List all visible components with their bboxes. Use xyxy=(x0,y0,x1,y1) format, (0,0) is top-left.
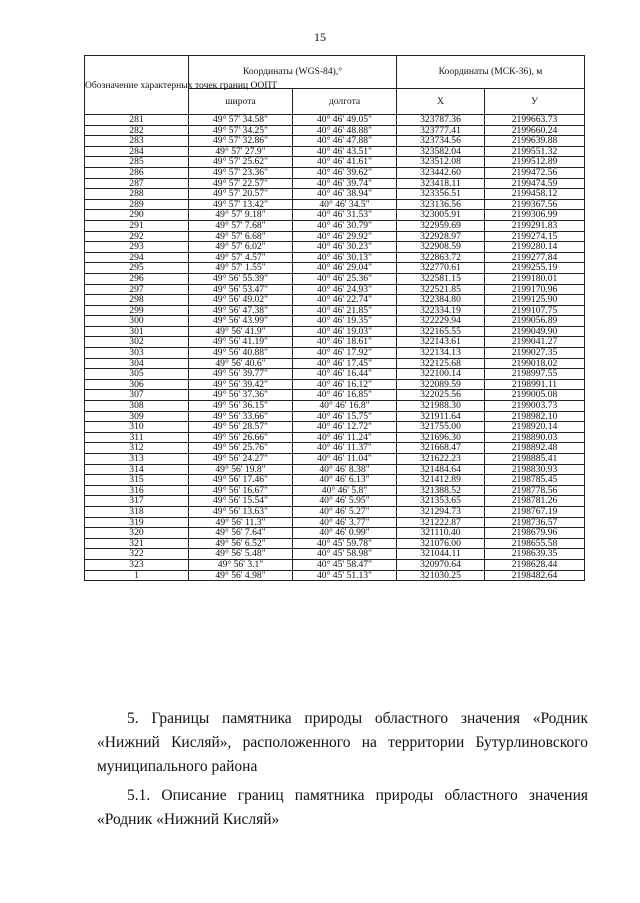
x-cell: 322134.13 xyxy=(397,348,485,359)
latitude-cell: 49° 56' 41.19" xyxy=(189,337,293,348)
longitude-cell: 40° 46' 39.62" xyxy=(293,167,397,178)
latitude-cell: 49° 57' 25.62" xyxy=(189,157,293,168)
point-number: 297 xyxy=(85,284,189,295)
y-cell: 2198991.11 xyxy=(485,379,585,390)
point-number: 304 xyxy=(85,358,189,369)
x-cell: 323418.11 xyxy=(397,178,485,189)
table-row xyxy=(85,146,585,157)
table-row xyxy=(85,189,585,200)
x-cell: 321110.40 xyxy=(397,528,485,539)
longitude-cell: 40° 46' 18.61" xyxy=(293,337,397,348)
y-cell: 2199255.19 xyxy=(485,263,585,274)
point-number: 314 xyxy=(85,464,189,475)
header-longitude: долгота xyxy=(293,88,397,114)
point-number: 281 xyxy=(85,115,189,126)
longitude-cell: 40° 46' 29.04" xyxy=(293,263,397,274)
longitude-cell: 40° 46' 34.5" xyxy=(293,199,397,210)
y-cell: 2199018.02 xyxy=(485,358,585,369)
longitude-cell: 40° 46' 41.61" xyxy=(293,157,397,168)
latitude-cell: 49° 56' 40.88" xyxy=(189,348,293,359)
table-row xyxy=(85,305,585,316)
latitude-cell: 49° 56' 5.48" xyxy=(189,549,293,560)
point-number: 313 xyxy=(85,454,189,465)
table-row xyxy=(85,411,585,422)
y-cell: 2198778.56 xyxy=(485,485,585,496)
table-row xyxy=(85,231,585,242)
latitude-cell: 49° 56' 41.9" xyxy=(189,326,293,337)
latitude-cell: 49° 56' 16.67" xyxy=(189,485,293,496)
point-number: 287 xyxy=(85,178,189,189)
latitude-cell: 49° 57' 23.36" xyxy=(189,167,293,178)
table-row xyxy=(85,157,585,168)
table-row xyxy=(85,337,585,348)
coordinates-table xyxy=(84,55,585,581)
latitude-cell: 49° 56' 36.15" xyxy=(189,401,293,412)
x-cell: 321294.73 xyxy=(397,506,485,517)
latitude-cell: 49° 56' 39.77" xyxy=(189,369,293,380)
x-cell: 323136.56 xyxy=(397,199,485,210)
point-number: 312 xyxy=(85,443,189,454)
table-row xyxy=(85,199,585,210)
longitude-cell: 40° 46' 19.35" xyxy=(293,316,397,327)
table-row xyxy=(85,528,585,539)
table-row xyxy=(85,485,585,496)
header-wgs84-group: Координаты (WGS-84),° xyxy=(189,56,397,89)
latitude-cell: 49° 56' 19.8" xyxy=(189,464,293,475)
section-5-1-line-1: 5.1. Описание границ памятника природы областного значения xyxy=(127,787,588,804)
table-row xyxy=(85,443,585,454)
point-number: 293 xyxy=(85,242,189,253)
x-cell: 322908.59 xyxy=(397,242,485,253)
x-cell: 322165.55 xyxy=(397,326,485,337)
x-cell: 321484.64 xyxy=(397,464,485,475)
latitude-cell: 49° 56' 17.46" xyxy=(189,475,293,486)
table-row xyxy=(85,263,585,274)
latitude-cell: 49° 57' 13.42" xyxy=(189,199,293,210)
x-cell: 321388.52 xyxy=(397,485,485,496)
y-cell: 2198830.93 xyxy=(485,464,585,475)
longitude-cell: 40° 46' 5.95" xyxy=(293,496,397,507)
section-5-line-1: 5. Границы памятника природы областного значения «Родник «Нижний xyxy=(97,710,588,751)
longitude-cell: 40° 46' 11.24" xyxy=(293,432,397,443)
x-cell: 321412.89 xyxy=(397,475,485,486)
table-row xyxy=(85,401,585,412)
x-cell: 323442.60 xyxy=(397,167,485,178)
point-number: 290 xyxy=(85,210,189,221)
latitude-cell: 49° 56' 55.39" xyxy=(189,273,293,284)
y-cell: 2199056.89 xyxy=(485,316,585,327)
point-number: 302 xyxy=(85,337,189,348)
latitude-cell: 49° 57' 27.9" xyxy=(189,146,293,157)
longitude-cell: 40° 45' 59.78" xyxy=(293,538,397,549)
point-number: 316 xyxy=(85,485,189,496)
y-cell: 2199291.83 xyxy=(485,220,585,231)
y-cell: 2198920.14 xyxy=(485,422,585,433)
x-cell: 323582.04 xyxy=(397,146,485,157)
latitude-cell: 49° 56' 28.57" xyxy=(189,422,293,433)
latitude-cell: 49° 57' 9.18" xyxy=(189,210,293,221)
longitude-cell: 40° 46' 21.85" xyxy=(293,305,397,316)
table-row xyxy=(85,115,585,126)
y-cell: 2199274.15 xyxy=(485,231,585,242)
x-cell: 322770.61 xyxy=(397,263,485,274)
latitude-cell: 49° 56' 13.63" xyxy=(189,506,293,517)
longitude-cell: 40° 46' 5.27" xyxy=(293,506,397,517)
y-cell: 2198655.58 xyxy=(485,538,585,549)
x-cell: 322928.97 xyxy=(397,231,485,242)
point-number: 321 xyxy=(85,538,189,549)
longitude-cell: 40° 46' 8.38" xyxy=(293,464,397,475)
y-cell: 2198679.96 xyxy=(485,528,585,539)
latitude-cell: 49° 56' 6.52" xyxy=(189,538,293,549)
longitude-cell: 40° 46' 5.8" xyxy=(293,485,397,496)
point-number: 285 xyxy=(85,157,189,168)
longitude-cell: 40° 45' 51.13" xyxy=(293,570,397,581)
point-number: 319 xyxy=(85,517,189,528)
table-row xyxy=(85,475,585,486)
longitude-cell: 40° 46' 29.92" xyxy=(293,231,397,242)
longitude-cell: 40° 46' 49.05" xyxy=(293,115,397,126)
table-row xyxy=(85,464,585,475)
longitude-cell: 40° 46' 47.88" xyxy=(293,136,397,147)
y-cell: 2199170.96 xyxy=(485,284,585,295)
table-row xyxy=(85,559,585,570)
x-cell: 323005.91 xyxy=(397,210,485,221)
longitude-cell: 40° 46' 43.51" xyxy=(293,146,397,157)
y-cell: 2198885.41 xyxy=(485,454,585,465)
latitude-cell: 49° 57' 34.25" xyxy=(189,125,293,136)
longitude-cell: 40° 46' 25.36" xyxy=(293,273,397,284)
latitude-cell: 49° 56' 47.38" xyxy=(189,305,293,316)
table-row xyxy=(85,136,585,147)
latitude-cell: 49° 56' 7.64" xyxy=(189,528,293,539)
table-row xyxy=(85,167,585,178)
point-number: 322 xyxy=(85,549,189,560)
x-cell: 321030.25 xyxy=(397,570,485,581)
table-row xyxy=(85,220,585,231)
table-row xyxy=(85,242,585,253)
y-cell: 2198785.45 xyxy=(485,475,585,486)
y-cell: 2199005.08 xyxy=(485,390,585,401)
latitude-cell: 49° 56' 39.42" xyxy=(189,379,293,390)
x-cell: 322100.14 xyxy=(397,369,485,380)
longitude-cell: 40° 46' 16.85" xyxy=(293,390,397,401)
x-cell: 322025.56 xyxy=(397,390,485,401)
y-cell: 2199280.14 xyxy=(485,242,585,253)
longitude-cell: 40° 46' 17.45" xyxy=(293,358,397,369)
section-5-paragraph xyxy=(97,707,588,779)
latitude-cell: 49° 56' 15.54" xyxy=(189,496,293,507)
longitude-cell: 40° 46' 6.13" xyxy=(293,475,397,486)
x-cell: 321988.30 xyxy=(397,401,485,412)
section-5-1-paragraph xyxy=(97,784,588,832)
point-number: 295 xyxy=(85,263,189,274)
latitude-cell: 49° 56' 4.98" xyxy=(189,570,293,581)
y-cell: 2198982.10 xyxy=(485,411,585,422)
table-row xyxy=(85,295,585,306)
longitude-cell: 40° 46' 38.94" xyxy=(293,189,397,200)
point-number: 300 xyxy=(85,316,189,327)
longitude-cell: 40° 46' 30.79" xyxy=(293,220,397,231)
table-row xyxy=(85,454,585,465)
point-number: 303 xyxy=(85,348,189,359)
point-number: 289 xyxy=(85,199,189,210)
table-row xyxy=(85,432,585,443)
latitude-cell: 49° 56' 26.66" xyxy=(189,432,293,443)
y-cell: 2199306.99 xyxy=(485,210,585,221)
x-cell: 323512.08 xyxy=(397,157,485,168)
x-cell: 321911.64 xyxy=(397,411,485,422)
y-cell: 2199512.89 xyxy=(485,157,585,168)
table-row xyxy=(85,570,585,581)
latitude-cell: 49° 56' 25.76" xyxy=(189,443,293,454)
point-number: 298 xyxy=(85,295,189,306)
latitude-cell: 49° 57' 7.68" xyxy=(189,220,293,231)
header-y: У xyxy=(485,88,585,114)
x-cell: 321353.65 xyxy=(397,496,485,507)
latitude-cell: 49° 57' 6.68" xyxy=(189,231,293,242)
table-row xyxy=(85,252,585,263)
x-cell: 321668.47 xyxy=(397,443,485,454)
latitude-cell: 49° 57' 22.57" xyxy=(189,178,293,189)
x-cell: 322863.72 xyxy=(397,252,485,263)
table-row xyxy=(85,178,585,189)
x-cell: 322229.94 xyxy=(397,316,485,327)
point-number: 301 xyxy=(85,326,189,337)
y-cell: 2199551.32 xyxy=(485,146,585,157)
x-cell: 323356.51 xyxy=(397,189,485,200)
table-row xyxy=(85,506,585,517)
latitude-cell: 49° 56' 37.36" xyxy=(189,390,293,401)
latitude-cell: 49° 56' 3.1" xyxy=(189,559,293,570)
y-cell: 2199125.90 xyxy=(485,295,585,306)
point-number: 284 xyxy=(85,146,189,157)
point-number: 1 xyxy=(85,570,189,581)
y-cell: 2199458.12 xyxy=(485,189,585,200)
x-cell: 320970.64 xyxy=(397,559,485,570)
y-cell: 2199639.88 xyxy=(485,136,585,147)
table-row xyxy=(85,517,585,528)
x-cell: 323734.56 xyxy=(397,136,485,147)
longitude-cell: 40° 46' 16.44" xyxy=(293,369,397,380)
longitude-cell: 40° 46' 39.74" xyxy=(293,178,397,189)
y-cell: 2198781.26 xyxy=(485,496,585,507)
longitude-cell: 40° 46' 48.88" xyxy=(293,125,397,136)
table-row xyxy=(85,422,585,433)
point-number: 311 xyxy=(85,432,189,443)
point-number: 299 xyxy=(85,305,189,316)
latitude-cell: 49° 56' 11.3" xyxy=(189,517,293,528)
header-latitude: широта xyxy=(189,88,293,114)
longitude-cell: 40° 45' 58.98" xyxy=(293,549,397,560)
y-cell: 2199660.24 xyxy=(485,125,585,136)
y-cell: 2199277.84 xyxy=(485,252,585,263)
latitude-cell: 49° 56' 24.27" xyxy=(189,454,293,465)
point-number: 288 xyxy=(85,189,189,200)
x-cell: 322384.80 xyxy=(397,295,485,306)
latitude-cell: 49° 56' 49.02" xyxy=(189,295,293,306)
point-number: 286 xyxy=(85,167,189,178)
x-cell: 322581.15 xyxy=(397,273,485,284)
longitude-cell: 40° 46' 16.8" xyxy=(293,401,397,412)
longitude-cell: 40° 45' 58.47" xyxy=(293,559,397,570)
point-number: 309 xyxy=(85,411,189,422)
header-msk36-group: Координаты (МСК-36), м xyxy=(397,56,585,89)
x-cell: 322143.61 xyxy=(397,337,485,348)
latitude-cell: 49° 56' 33.66" xyxy=(189,411,293,422)
y-cell: 2199049.90 xyxy=(485,326,585,337)
table-row xyxy=(85,379,585,390)
x-cell: 321755.00 xyxy=(397,422,485,433)
y-cell: 2198767.19 xyxy=(485,506,585,517)
latitude-cell: 49° 56' 40.6" xyxy=(189,358,293,369)
longitude-cell: 40° 46' 30.23" xyxy=(293,242,397,253)
latitude-cell: 49° 57' 4.57" xyxy=(189,252,293,263)
table-row xyxy=(85,549,585,560)
point-number: 291 xyxy=(85,220,189,231)
section-5-1-line-2: «Родник «Нижний Кисляй» xyxy=(97,811,280,828)
x-cell: 322521.85 xyxy=(397,284,485,295)
table-row xyxy=(85,538,585,549)
header-designation: Обозначение характерных точек границ ООПТ xyxy=(85,56,189,115)
coordinates-table-body xyxy=(85,115,585,581)
y-cell: 2198736.57 xyxy=(485,517,585,528)
point-number: 307 xyxy=(85,390,189,401)
table-row xyxy=(85,273,585,284)
point-number: 315 xyxy=(85,475,189,486)
latitude-cell: 49° 56' 43.99" xyxy=(189,316,293,327)
y-cell: 2199367.56 xyxy=(485,199,585,210)
longitude-cell: 40° 46' 17.92" xyxy=(293,348,397,359)
longitude-cell: 40° 46' 30.13" xyxy=(293,252,397,263)
y-cell: 2199474.59 xyxy=(485,178,585,189)
latitude-cell: 49° 56' 53.47" xyxy=(189,284,293,295)
point-number: 320 xyxy=(85,528,189,539)
y-cell: 2199180.01 xyxy=(485,273,585,284)
y-cell: 2199107.75 xyxy=(485,305,585,316)
y-cell: 2198997.55 xyxy=(485,369,585,380)
x-cell: 323777.41 xyxy=(397,125,485,136)
table-row xyxy=(85,496,585,507)
longitude-cell: 40° 46' 31.53" xyxy=(293,210,397,221)
header-x: X xyxy=(397,88,485,114)
x-cell: 321222.87 xyxy=(397,517,485,528)
latitude-cell: 49° 57' 6.02" xyxy=(189,242,293,253)
y-cell: 2198890.03 xyxy=(485,432,585,443)
table-row xyxy=(85,210,585,221)
point-number: 308 xyxy=(85,401,189,412)
x-cell: 321696.30 xyxy=(397,432,485,443)
longitude-cell: 40° 46' 11.04" xyxy=(293,454,397,465)
y-cell: 2198892.48 xyxy=(485,443,585,454)
y-cell: 2199472.56 xyxy=(485,167,585,178)
y-cell: 2198639.35 xyxy=(485,549,585,560)
page-number: 15 xyxy=(314,30,326,44)
longitude-cell: 40° 46' 22.74" xyxy=(293,295,397,306)
table-row xyxy=(85,316,585,327)
point-number: 306 xyxy=(85,379,189,390)
point-number: 296 xyxy=(85,273,189,284)
y-cell: 2199041.27 xyxy=(485,337,585,348)
y-cell: 2198628.44 xyxy=(485,559,585,570)
table-row xyxy=(85,348,585,359)
section-5-line-3: района xyxy=(211,758,258,775)
point-number: 282 xyxy=(85,125,189,136)
x-cell: 321076.00 xyxy=(397,538,485,549)
longitude-cell: 40° 46' 24.93" xyxy=(293,284,397,295)
point-number: 283 xyxy=(85,136,189,147)
x-cell: 321622.23 xyxy=(397,454,485,465)
longitude-cell: 40° 46' 16.12" xyxy=(293,379,397,390)
y-cell: 2199663.73 xyxy=(485,115,585,126)
longitude-cell: 40° 46' 12.72" xyxy=(293,422,397,433)
table-row xyxy=(85,125,585,136)
x-cell: 322959.69 xyxy=(397,220,485,231)
table-row xyxy=(85,369,585,380)
table-row xyxy=(85,358,585,369)
table-row xyxy=(85,284,585,295)
point-number: 292 xyxy=(85,231,189,242)
point-number: 323 xyxy=(85,559,189,570)
table-row xyxy=(85,390,585,401)
point-number: 294 xyxy=(85,252,189,263)
longitude-cell: 40° 46' 0.99" xyxy=(293,528,397,539)
point-number: 317 xyxy=(85,496,189,507)
longitude-cell: 40° 46' 15.75" xyxy=(293,411,397,422)
y-cell: 2199027.35 xyxy=(485,348,585,359)
longitude-cell: 40° 46' 11.37" xyxy=(293,443,397,454)
longitude-cell: 40° 46' 3.77" xyxy=(293,517,397,528)
section-5-line-2: Кисляй», расположенного на территории Бутурлиновского муниципального xyxy=(97,734,589,775)
longitude-cell: 40° 46' 19.03" xyxy=(293,326,397,337)
latitude-cell: 49° 57' 34.58" xyxy=(189,115,293,126)
point-number: 318 xyxy=(85,506,189,517)
x-cell: 322334.19 xyxy=(397,305,485,316)
latitude-cell: 49° 57' 32.86" xyxy=(189,136,293,147)
x-cell: 322125.68 xyxy=(397,358,485,369)
y-cell: 2199003.73 xyxy=(485,401,585,412)
latitude-cell: 49° 57' 1.55" xyxy=(189,263,293,274)
x-cell: 321044.11 xyxy=(397,549,485,560)
y-cell: 2198482.64 xyxy=(485,570,585,581)
point-number: 305 xyxy=(85,369,189,380)
table-row xyxy=(85,326,585,337)
latitude-cell: 49° 57' 20.57" xyxy=(189,189,293,200)
x-cell: 323787.36 xyxy=(397,115,485,126)
point-number: 310 xyxy=(85,422,189,433)
x-cell: 322089.59 xyxy=(397,379,485,390)
